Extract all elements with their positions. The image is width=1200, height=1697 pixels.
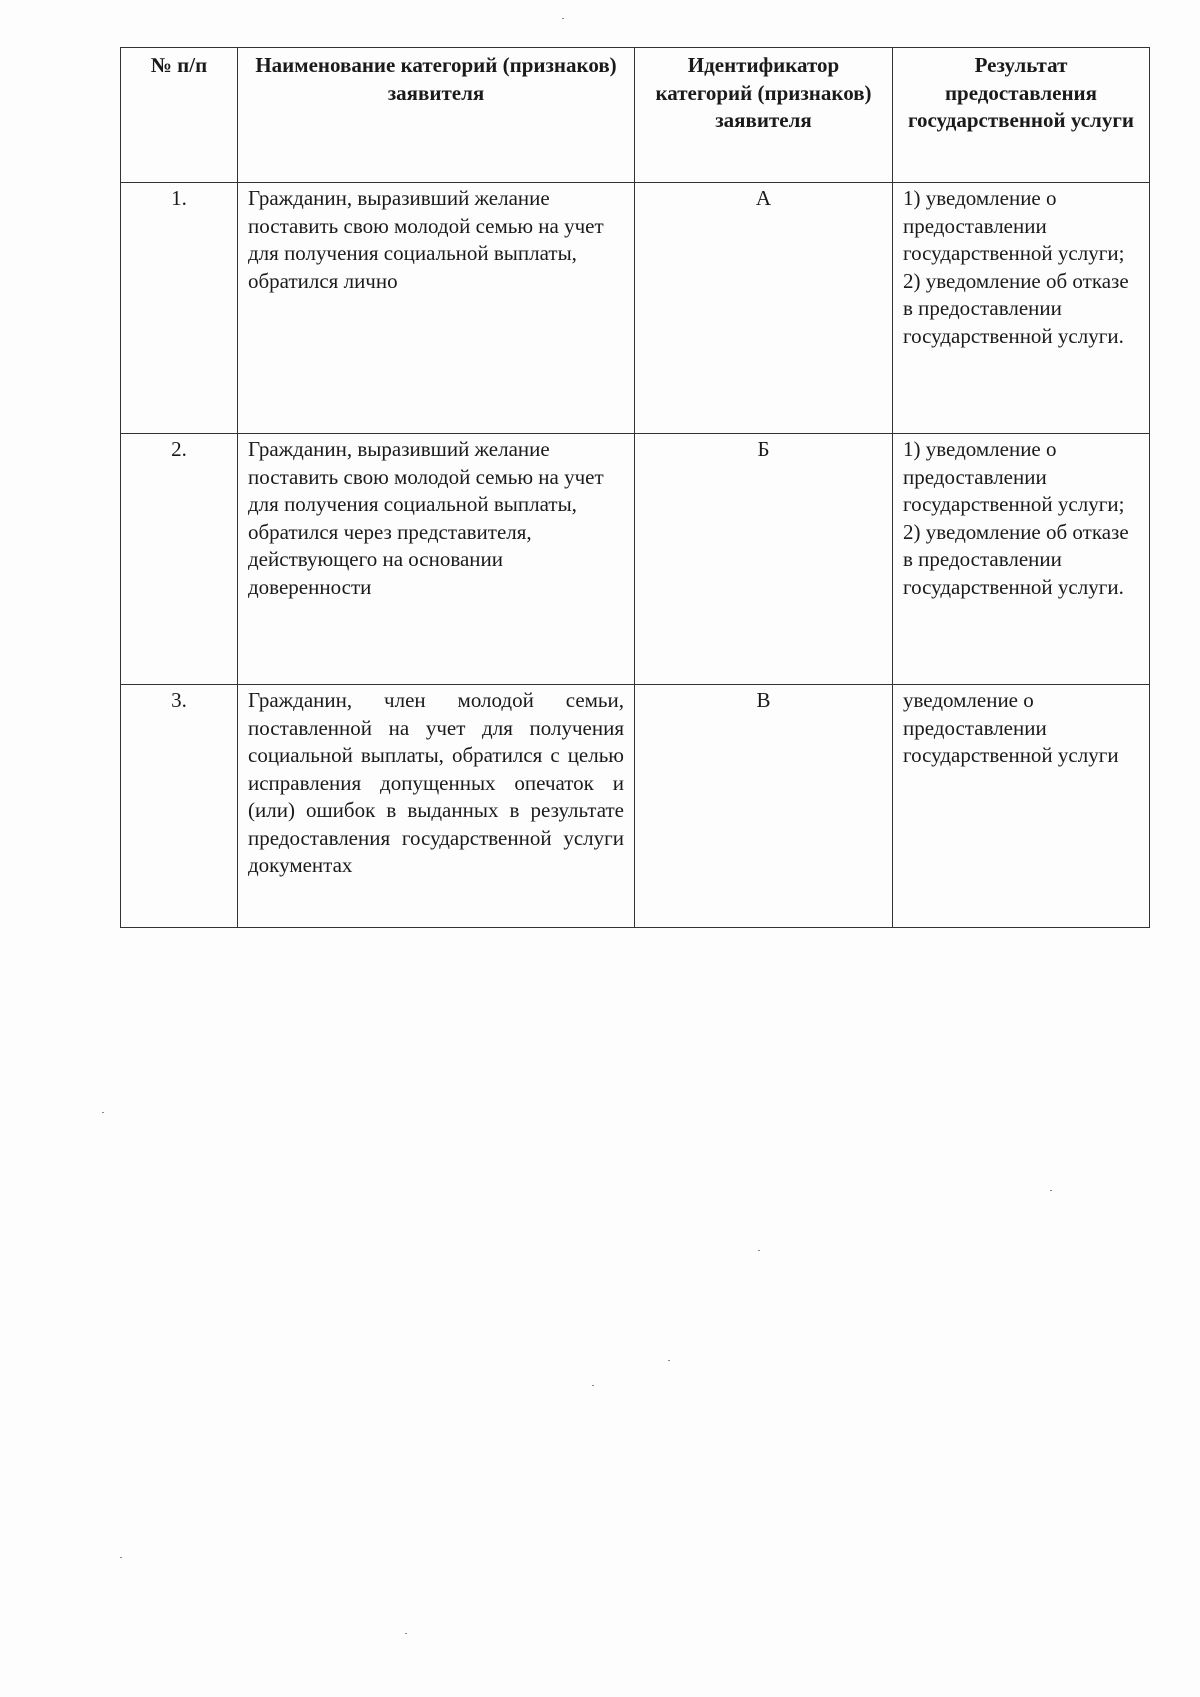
result-line: 2) уведомление об отказе в предоставлении государственной услуги.	[903, 519, 1129, 599]
header-category-name: Наименование категорий (признаков) заявителя	[238, 48, 635, 183]
result-line: 2) уведомление об отказе в предоставлении государственной услуги.	[903, 268, 1129, 348]
result-line: 1) уведомление о предоставлении государственной услуги;	[903, 437, 1125, 516]
applicant-categories-table	[120, 47, 1150, 928]
row-number: 3.	[121, 685, 238, 928]
scan-speck	[120, 1557, 122, 1558]
table-row	[121, 434, 1150, 685]
scan-speck	[562, 18, 564, 19]
row-number: 2.	[121, 434, 238, 685]
result-line: 1) уведомление о предоставлении государственной услуги;	[903, 186, 1125, 265]
table-row	[121, 183, 1150, 434]
service-result	[893, 685, 1150, 928]
scan-speck	[405, 1633, 407, 1634]
category-name: Гражданин, член молодой семьи, поставленной на учет для получения социальной выплаты, обратился с целью исправления допущенных опечаток и (или) ошибок в выданных в результате предоставления государственной услуги документах	[238, 685, 635, 928]
category-name: Гражданин, выразивший желание поставить свою молодой семью на учет для получения социальной выплаты, обратился лично	[238, 183, 635, 434]
category-id: В	[635, 685, 893, 928]
scan-speck	[1050, 1190, 1052, 1191]
service-result	[893, 183, 1150, 434]
table-row	[121, 685, 1150, 928]
header-num: № п/п	[121, 48, 238, 183]
header-category-id: Идентификатор категорий (признаков) заявителя	[635, 48, 893, 183]
category-id: Б	[635, 434, 893, 685]
scan-speck	[592, 1385, 594, 1386]
scan-speck	[102, 1112, 104, 1113]
table-header-row	[121, 48, 1150, 183]
service-result	[893, 434, 1150, 685]
scan-speck	[668, 1360, 670, 1361]
scan-speck	[758, 1250, 760, 1251]
category-id: А	[635, 183, 893, 434]
row-number: 1.	[121, 183, 238, 434]
category-name: Гражданин, выразивший желание поставить свою молодой семью на учет для получения социальной выплаты, обратился через представителя, действующего на основании доверенности	[238, 434, 635, 685]
result-line: уведомление о предоставлении государственной услуги	[903, 688, 1119, 767]
header-service-result: Результат предоставления государственной услуги	[893, 48, 1150, 183]
